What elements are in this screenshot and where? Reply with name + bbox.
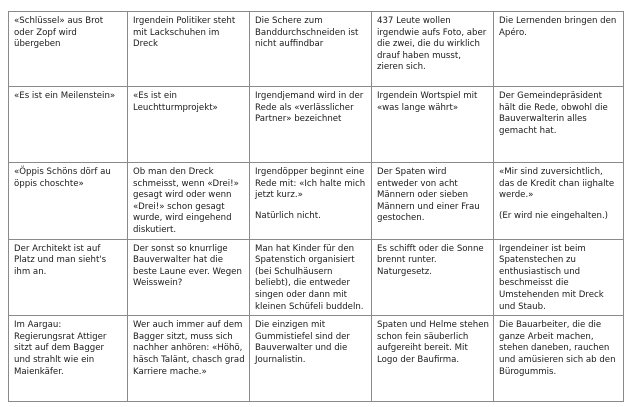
- bingo-cell: [9, 239, 128, 316]
- bingo-cell: [494, 316, 624, 402]
- cell-text: Ob man den Dreck schmeisst, wenn «Drei!» gesagt wird oder wenn «Drei!» schon gesagt wurde, wird eingehend diskutiert.: [133, 167, 239, 235]
- cell-text: Irgendöpper beginnt eine Rede mit: «Ich halte mich jetzt kurz.»: [255, 167, 366, 201]
- cell-text: Der Architekt ist auf Platz und man sieht's ihm an.: [14, 243, 107, 277]
- cell-text: «Es ist ein Leuchtturmprojekt»: [133, 91, 218, 113]
- cell-text: «Es ist ein Meilenstein»: [14, 91, 116, 101]
- cell-text: Die Schere zum Banddurchschneiden ist nicht auffindbar: [255, 16, 359, 50]
- bingo-cell: [9, 316, 128, 402]
- bingo-cell: [128, 239, 250, 316]
- bingo-cell: [128, 12, 250, 87]
- cell-text: Natürlich nicht.: [255, 210, 321, 221]
- cell-text: Wer auch immer auf dem Bagger sitzt, muss sich nachher anhören: «Höhö, häsch Talänt, chasch grad Karriere mache.»: [133, 320, 245, 377]
- cell-text: Man hat Kinder für den Spatenstich organisiert (bei Schulhäusern beliebt), die entweder singen oder dann mit kleinen Schüfeli buddeln.: [255, 243, 364, 312]
- cell-text: Der Gemeindepräsident hält die Rede, obwohl die Bauverwalterin alles gemacht hat.: [499, 91, 608, 136]
- bingo-cell: [128, 87, 250, 163]
- bingo-table-body: [9, 12, 624, 402]
- cell-text: Irgendjemand wird in der Rede als «verlässlicher Partner» bezeichnet: [255, 91, 364, 125]
- paragraph-gap: [499, 202, 619, 211]
- cell-text: Irgendein Politiker steht mit Lackschuhen im Dreck: [133, 16, 236, 50]
- bingo-cell: [372, 12, 494, 87]
- cell-text: 437 Leute wollen irgendwie aufs Foto, aber die zwei, die du wirklich drauf haben musst, zieren sich.: [377, 16, 487, 73]
- table-row: [9, 163, 624, 240]
- bingo-cell: [250, 12, 372, 87]
- bingo-cell: [128, 316, 250, 402]
- bingo-cell: [372, 316, 494, 402]
- cell-text: Die einzigen mit Gummistiefel sind der Bauverwalter und die Journalistin.: [255, 320, 350, 365]
- bingo-cell: [494, 163, 624, 240]
- cell-text: Der sonst so knurrlige Bauverwalter hat die beste Laune ever. Wegen Weisswein?: [133, 243, 242, 289]
- cell-text: Die Bauarbeiter, die die ganze Arbeit machen, stehen daneben, rauchen und amüsieren sich ab den Bürogummis.: [499, 320, 616, 377]
- bingo-cell: [250, 87, 372, 163]
- table-row: [9, 239, 624, 316]
- bingo-cell: [9, 12, 128, 87]
- cell-text: Im Aargau: Regierungsrat Attiger sitzt auf dem Bagger und strahlt wie ein Maienkäfer.: [14, 320, 107, 377]
- cell-text: «Mir sind zuversichtlich, das de Kredit chan iighalte werde.»: [499, 167, 615, 201]
- bingo-cell: [250, 316, 372, 402]
- table-row: [9, 316, 624, 402]
- cell-text: Es schifft oder die Sonne brennt runter. Naturgesetz.: [377, 243, 484, 277]
- bingo-cell: [128, 163, 250, 240]
- cell-text: (Er wird nie eingehalten.): [499, 210, 609, 221]
- bingo-cell: [250, 163, 372, 240]
- bingo-cell: [250, 239, 372, 316]
- bingo-cell: [494, 239, 624, 316]
- table-row: [9, 12, 624, 87]
- bingo-cell: [372, 163, 494, 240]
- cell-text: Die Lernenden bringen den Apéro.: [499, 16, 617, 38]
- cell-text: Spaten und Helme stehen schon fein säuberlich aufgereiht bereit. Mit Logo der Baufirma.: [377, 320, 489, 365]
- bingo-cell: [372, 239, 494, 316]
- bingo-table: [8, 11, 624, 402]
- bingo-cell: [494, 12, 624, 87]
- cell-text: Irgendein Wortspiel mit «was lange währt»: [377, 91, 478, 113]
- bingo-cell: [9, 163, 128, 240]
- bingo-cell: [9, 87, 128, 163]
- cell-text: Irgendeiner ist beim Spatenstechen zu enthusiastisch und beschmeisst die Umstehenden mit Dreck und Staub.: [499, 243, 604, 312]
- paragraph-gap: [255, 202, 367, 211]
- cell-text: «Öppis Schöns dörf au öppis choschte»: [14, 167, 111, 189]
- cell-text: «Schlüssel» aus Brot oder Zopf wird übergeben: [14, 16, 104, 50]
- cell-text: Der Spaten wird entweder von acht Männern oder sieben Männern und einer Frau gestochen.: [377, 167, 480, 224]
- bingo-cell: [494, 87, 624, 163]
- bingo-cell: [372, 87, 494, 163]
- table-row: [9, 87, 624, 163]
